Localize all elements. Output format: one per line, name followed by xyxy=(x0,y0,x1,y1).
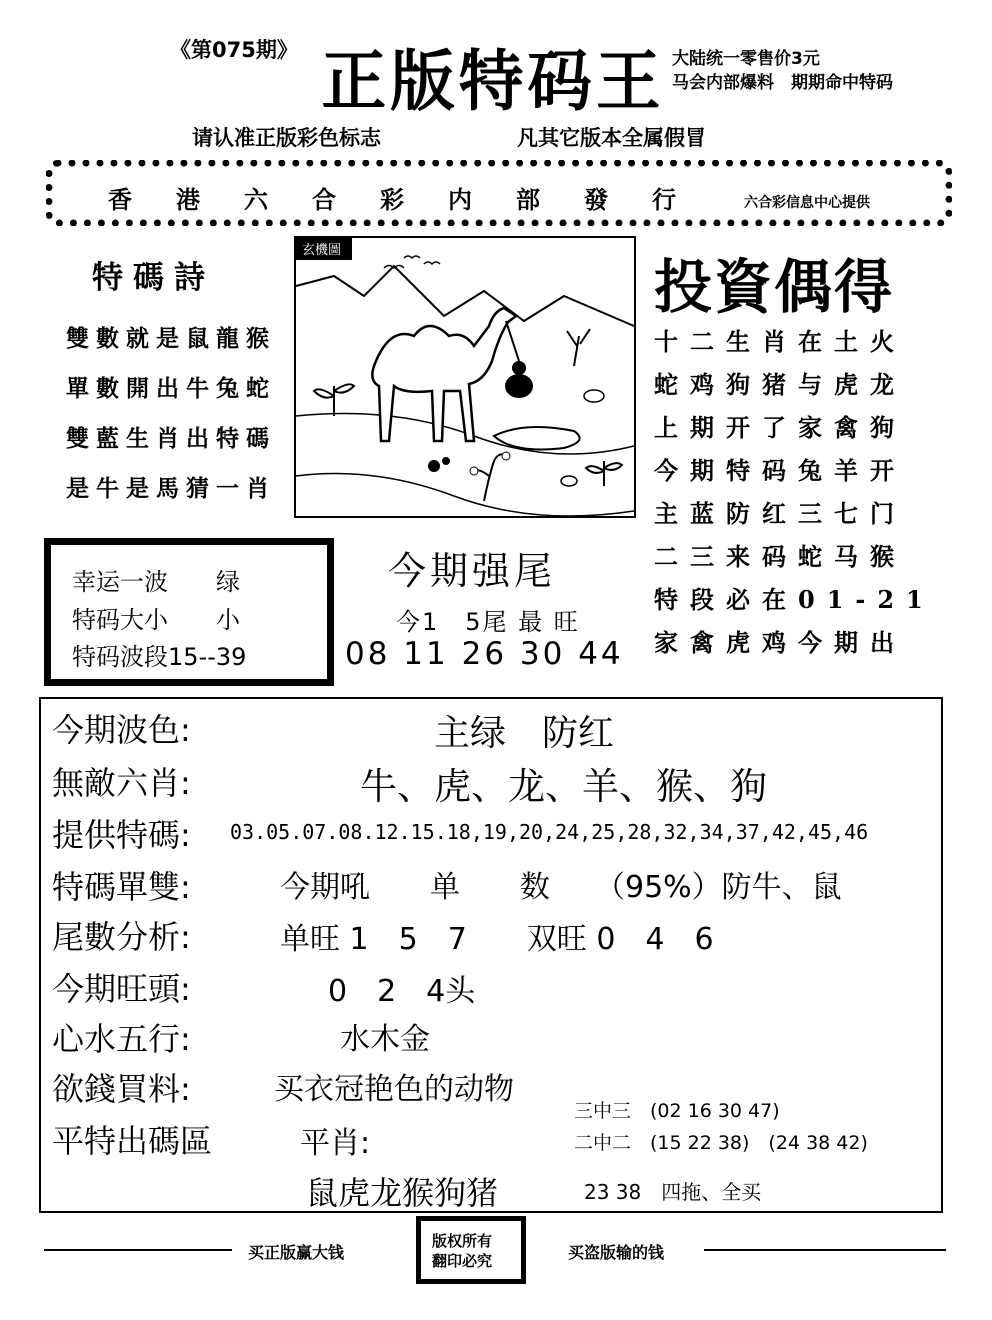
page-title: 正版特码王 xyxy=(321,42,665,120)
value-six-zodiac: 牛、虎、龙、羊、猴、狗 xyxy=(360,765,767,808)
mystery-picture xyxy=(294,236,636,518)
label-special-numbers: 提供特碼: xyxy=(52,816,191,854)
copyright-line-2: 翻印必究 xyxy=(432,1252,493,1270)
invest-line: 二三来码蛇马猴 xyxy=(654,542,906,571)
special-range: 特码波段15--39 xyxy=(72,643,247,671)
authentic-notice-left: 请认准正版彩色标志 xyxy=(192,126,381,150)
banner-provider: 六合彩信息中心提供 xyxy=(744,195,870,211)
price-text: 大陆统一零售价3元 xyxy=(672,49,820,69)
invest-line: 今期特码兔羊开 xyxy=(654,456,906,485)
poem-line: 雙數就是鼠龍猴 xyxy=(66,325,276,352)
label-hot-head: 今期旺頭: xyxy=(52,970,191,1008)
three-hit-three: 三中三 (02 16 30 47) xyxy=(574,1100,780,1122)
label-six-zodiac: 無敵六肖: xyxy=(52,764,191,802)
strong-tail-numbers: 08 11 26 30 44 xyxy=(345,636,624,672)
poem-title: 特碼詩 xyxy=(92,260,215,296)
label-tail-analysis: 尾數分析: xyxy=(52,918,191,956)
two-hit-two: 二中二 (15 22 38) (24 38 42) xyxy=(574,1132,868,1154)
value-ping-label: 平肖: xyxy=(300,1126,371,1161)
label-buy-material: 欲錢買料: xyxy=(52,1070,191,1108)
value-tail-analysis: 单旺 1 5 7 双旺 0 4 6 xyxy=(280,922,714,957)
value-buy-material: 买衣冠艳色的动物 xyxy=(274,1072,514,1107)
authentic-notice-right: 凡其它版本全属假冒 xyxy=(517,126,706,150)
label-wave-color: 今期波色: xyxy=(52,711,191,749)
value-hot-head: 0 2 4头 xyxy=(328,974,476,1009)
value-wave-color: 主绿 防红 xyxy=(434,713,615,754)
footer-line-right xyxy=(704,1249,946,1251)
label-odd-even: 特碼單雙: xyxy=(52,868,191,906)
poem-line: 單數開出牛兔蛇 xyxy=(66,375,276,402)
slogan-text: 马会内部爆料 期期命中特码 xyxy=(672,73,893,93)
value-five-elements: 水木金 xyxy=(340,1022,430,1057)
footer-left-text: 买正版赢大钱 xyxy=(248,1243,345,1262)
label-ping-zone: 平特出碼區 xyxy=(52,1122,213,1160)
label-five-elements: 心水五行: xyxy=(52,1020,191,1058)
value-odd-even: 今期吼 单 数 （95%）防牛、鼠 xyxy=(280,870,842,905)
four-drag: 23 38 四拖、全买 xyxy=(584,1180,762,1204)
poem-line: 雙藍生肖出特碼 xyxy=(66,425,276,452)
invest-line: 蛇鸡狗猪与虎龙 xyxy=(654,370,906,399)
picture-caption: 玄機圖 xyxy=(302,243,342,258)
footer-right-text: 买盗版输的钱 xyxy=(568,1243,665,1262)
issue-number: 《第075期》 xyxy=(170,38,298,62)
value-special-numbers: 03.05.07.08.12.15.18,19,20,24,25,28,32,34,37,42,45,46 xyxy=(230,820,869,844)
banner-text: 香港六合彩内部發行 xyxy=(108,185,720,214)
invest-line: 家禽虎鸡今期出 xyxy=(654,628,906,657)
strong-tail-best: 今1 5尾 最 旺 xyxy=(396,608,580,636)
poem-line: 是牛是馬猜一肖 xyxy=(66,475,276,502)
footer-line-left xyxy=(44,1249,232,1251)
copyright-line-1: 版权所有 xyxy=(432,1232,493,1250)
lucky-wave: 幸运一波 绿 xyxy=(72,568,240,596)
camel-illustration xyxy=(294,236,636,518)
ping-animals: 鼠虎龙猴狗猪 xyxy=(306,1174,499,1212)
invest-line: 上期开了家禽狗 xyxy=(654,413,906,442)
invest-line: 主蓝防红三七门 xyxy=(654,499,906,528)
invest-title: 投資偶得 xyxy=(654,253,895,321)
invest-line: 十二生肖在土火 xyxy=(654,327,906,356)
special-size: 特码大小 小 xyxy=(72,606,240,634)
invest-line: 特段必在01-21 xyxy=(654,585,935,614)
strong-tail-title: 今期强尾 xyxy=(388,549,557,593)
